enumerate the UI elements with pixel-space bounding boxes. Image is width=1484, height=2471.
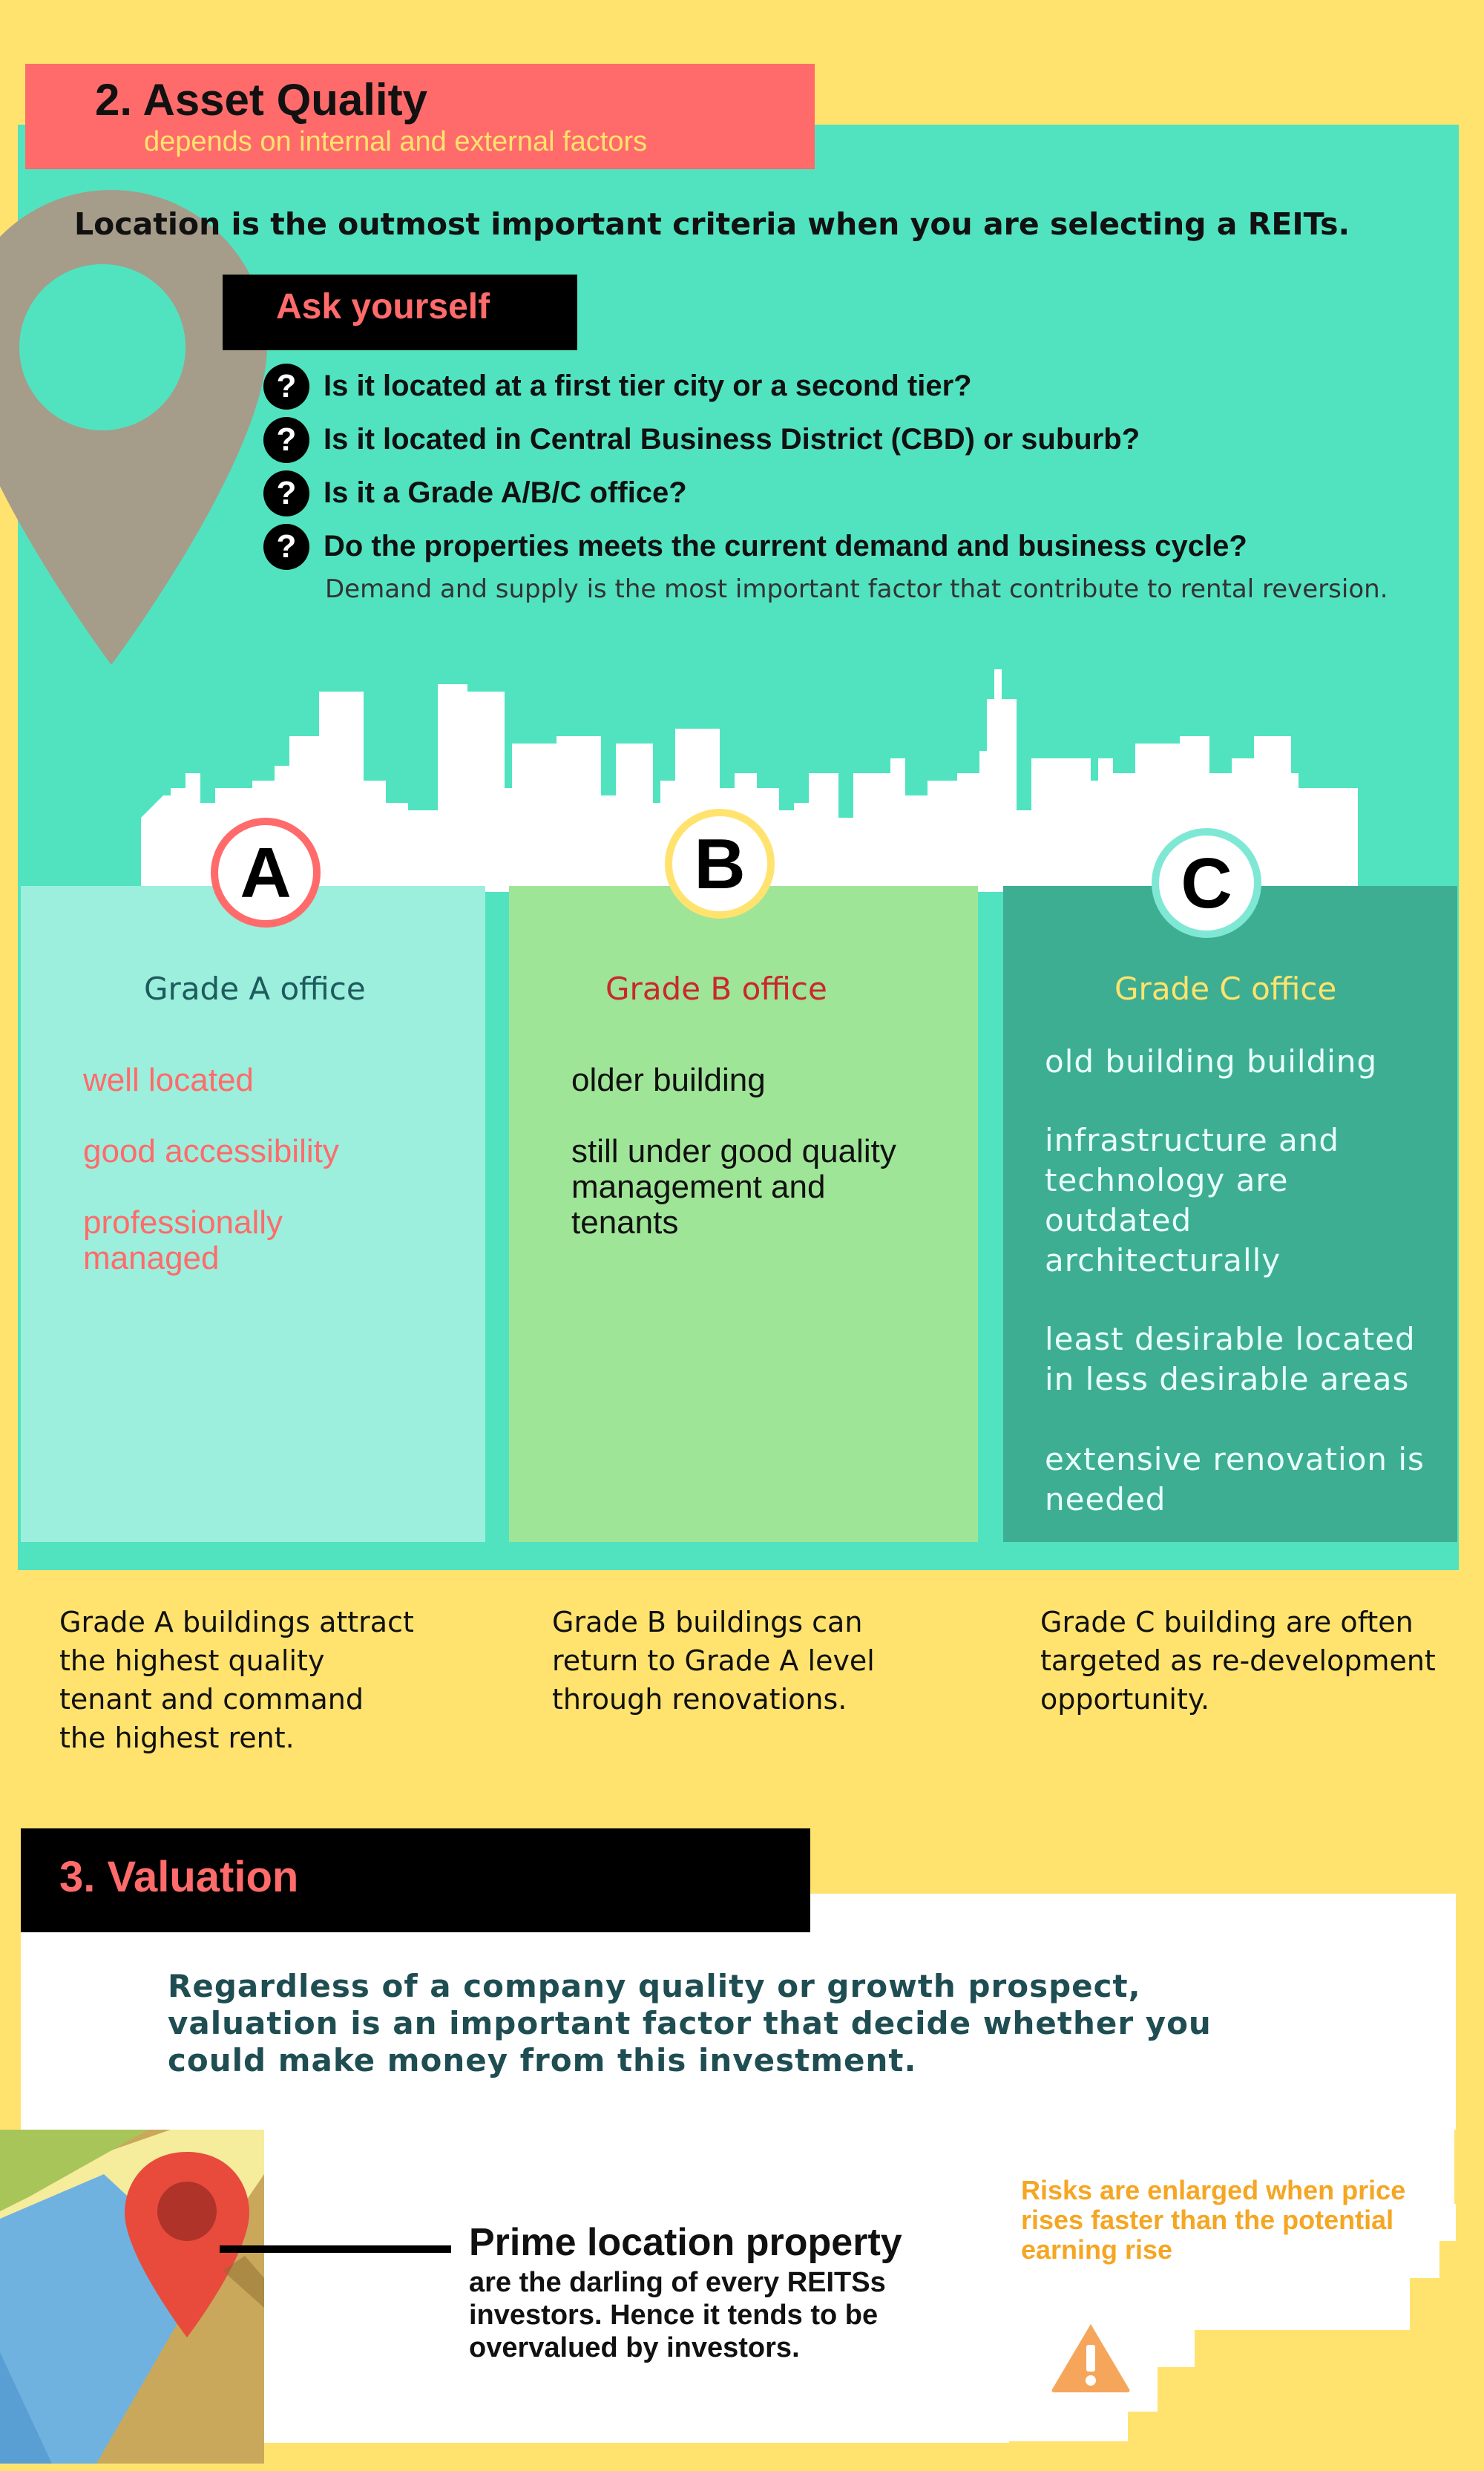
grade-a-point: professionally managed [83, 1204, 283, 1276]
location-pin-icon [0, 190, 267, 665]
grade-a-point: well located [83, 1062, 254, 1098]
question-text: Is it located at a first tier city or a second tier? [324, 370, 972, 402]
grade-c-point: infrastructure and technology are outdated architecturally [1045, 1122, 1340, 1279]
question-circle-icon: ? [263, 417, 309, 463]
map-pin-icon [0, 2130, 264, 2464]
question-circle-icon: ? [263, 470, 309, 516]
grade-b-point: still under good quality management and tenants [571, 1133, 896, 1241]
grade-b-point: older building [571, 1062, 766, 1098]
grade-a-point: good accessibility [83, 1133, 339, 1169]
prime-location-title: Prime location property [469, 2221, 902, 2264]
grade-c-caption: Grade C building are often targeted as re-development opportunity. [1040, 1606, 1436, 1716]
risk-text: Risks are enlarged when price rises faster than the potential earning rise [1021, 2175, 1406, 2265]
section-subtitle: depends on internal and external factors [144, 126, 648, 157]
question-text: Do the properties meets the current demand and business cycle? [324, 530, 1247, 562]
question-text: Is it a Grade A/B/C office? [324, 476, 687, 509]
section-title: 2. Asset Quality [95, 75, 427, 125]
valuation-text: Regardless of a company quality or growth prospect, valuation is an important factor that decide whether you could make money from this investment. [168, 1968, 1212, 2078]
valuation-title: 3. Valuation [59, 1853, 299, 1901]
grade-b-badge: B [665, 809, 775, 919]
question-text: Is it located in Central Business District (CBD) or suburb? [324, 423, 1140, 456]
intro-text: Location is the outmost important criteria when you are selecting a REITs. [74, 206, 1350, 242]
grade-c-badge: C [1152, 828, 1261, 938]
grade-c-point: old building building [1045, 1043, 1378, 1080]
grade-a-badge: A [211, 818, 321, 928]
connector-line [220, 2245, 451, 2253]
question-circle-icon: ? [263, 524, 309, 570]
grade-c-point: extensive renovation is needed [1045, 1441, 1425, 1517]
grade-c-title: Grade C office [1114, 971, 1337, 1007]
ask-yourself-label: Ask yourself [276, 287, 490, 326]
prime-location-text: are the darling of every REITSs investors. Hence it tends to be overvalued by investors. [469, 2267, 886, 2363]
grade-b-title: Grade B office [605, 971, 827, 1007]
grade-a-caption: Grade A buildings attract the highest quality tenant and command the highest rent. [59, 1606, 414, 1754]
grade-c-point: least desirable located in less desirable areas [1045, 1321, 1416, 1397]
grade-a-title: Grade A office [144, 971, 366, 1007]
question-circle-icon: ? [263, 364, 309, 410]
grade-b-caption: Grade B buildings can return to Grade A level through renovations. [552, 1606, 875, 1716]
demand-supply-note: Demand and supply is the most important factor that contribute to rental reversion. [325, 574, 1388, 604]
warning-icon [1049, 2320, 1132, 2394]
